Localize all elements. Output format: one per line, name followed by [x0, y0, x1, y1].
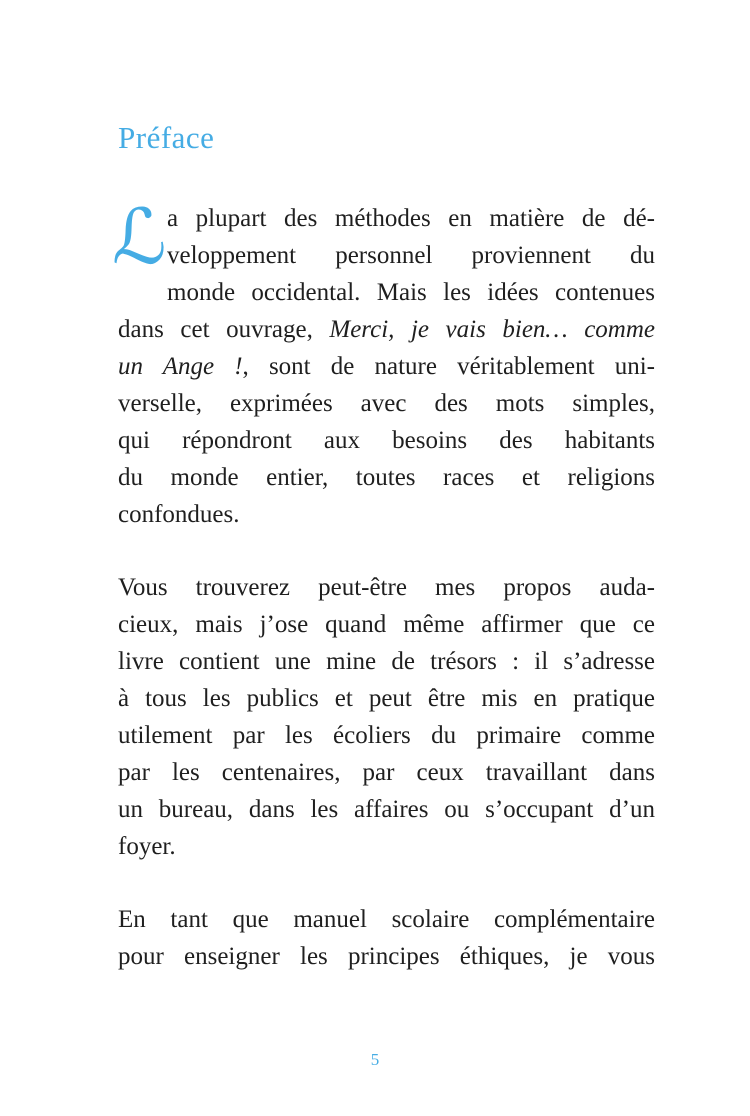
text-segment: Vous trouverez peut-être mes propos auda- — [118, 574, 655, 601]
text-segment: monde occidental. Mais les idées contenues — [167, 279, 655, 306]
text-line — [118, 422, 655, 459]
text-line — [118, 717, 655, 754]
text-segment: , sont de nature véritablement uni- — [242, 353, 655, 380]
text-segment: cieux, mais j’ose quand même affirmer que ce — [118, 611, 655, 638]
text-line — [118, 496, 655, 533]
text-line — [118, 348, 655, 385]
text-segment: par les centenaires, par ceux travaillant dans — [118, 759, 655, 786]
page-content — [112, 120, 655, 975]
text-segment: qui répondront aux besoins des habitants — [118, 427, 655, 454]
book-title-italic: Merci, je vais bien… comme — [329, 316, 655, 343]
paragraph — [112, 192, 655, 533]
text-line — [118, 680, 655, 717]
text-segment: utilement par les écoliers du primaire comme — [118, 722, 655, 749]
text-segment: du monde entier, toutes races et religions — [118, 464, 655, 491]
drop-cap: ℒ — [112, 192, 167, 281]
text-line — [118, 311, 655, 348]
text-line — [118, 237, 655, 274]
text-segment: un bureau, dans les affaires ou s’occupant d’un — [118, 796, 655, 823]
text-line — [118, 569, 655, 606]
text-segment: a plupart des méthodes en matière de dé- — [167, 205, 655, 232]
paragraph — [118, 569, 655, 865]
text-segment: confondues. — [118, 501, 240, 528]
text-line — [118, 200, 655, 237]
text-segment: foyer. — [118, 833, 176, 860]
text-line — [118, 459, 655, 496]
text-line — [118, 274, 655, 311]
text-line — [118, 385, 655, 422]
text-line — [118, 828, 655, 865]
text-segment: En tant que manuel scolaire complémentaire — [118, 906, 655, 933]
text-line — [118, 606, 655, 643]
text-line — [118, 643, 655, 680]
text-line — [118, 754, 655, 791]
text-segment: dans cet ouvrage, — [118, 316, 330, 343]
text-line — [118, 938, 655, 975]
text-segment: veloppement personnel proviennent du — [167, 242, 655, 269]
chapter-title: Préface — [118, 120, 215, 155]
paragraph — [118, 901, 655, 975]
text-segment: verselle, exprimées avec des mots simples, — [118, 390, 655, 417]
book-title-italic: un Ange ! — [118, 353, 243, 380]
page-body — [112, 192, 655, 975]
text-segment: à tous les publics et peut être mis en pratique — [118, 685, 655, 712]
text-segment: livre contient une mine de trésors : il s’adresse — [118, 648, 655, 675]
page-number: 5 — [370, 1050, 380, 1069]
text-line — [118, 791, 655, 828]
text-segment: pour enseigner les principes éthiques, je vous — [118, 943, 655, 970]
text-line — [118, 901, 655, 938]
